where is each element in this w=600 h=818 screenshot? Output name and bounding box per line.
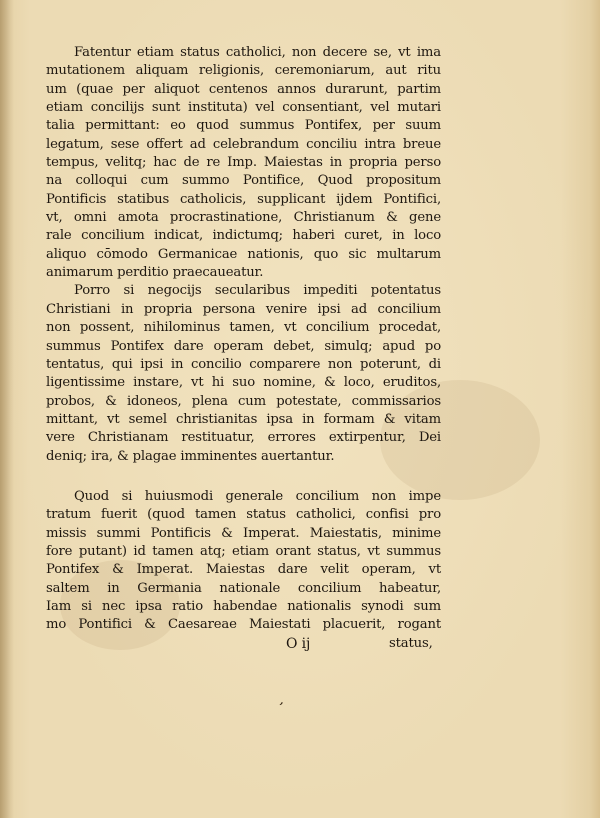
body-text (46, 44, 441, 655)
text-line: Porro si negocijs secularibus impediti potentatus (74, 283, 441, 299)
text-line: mittant, vt semel christianitas ipsa in formam & vitam (46, 411, 441, 427)
catchword: status, (389, 635, 433, 651)
text-line: tratum fuerit (quod tamen status catholici, confisi pro (46, 507, 441, 523)
text-line: deniq; ira, & plagae imminentes auertantur. (46, 448, 335, 464)
gutter-shadow (0, 0, 14, 818)
text-line: summus Pontifex dare operam debet, simulq; apud po (46, 338, 441, 354)
text-line: Iam si nec ipsa ratio habendae nationalis synodi sum (46, 598, 441, 614)
text-line: saltem in Germania nationale concilium habeatur, (46, 580, 441, 596)
text-line: probos, & idoneos, plena cum potestate, commissarios (46, 393, 441, 409)
paragraph-2 (46, 282, 441, 465)
text-line: mutationem aliquam religionis, ceremoniarum, aut ritu (46, 63, 441, 79)
text-line: animarum perditio praecaueatur. (46, 265, 264, 281)
text-line: um (quae per aliquot centenos annos durarunt, partim (46, 81, 441, 97)
paragraph-gap (46, 466, 441, 488)
text-line: tentatus, qui ipsi in concilio comparere non poterunt, di (46, 356, 441, 372)
footer-line (46, 635, 441, 655)
signature-mark: O ij (286, 635, 311, 652)
text-line: vere Christianam restituatur, errores extirpentur, Dei (46, 430, 441, 446)
text-line: tempus, velitq; hac de re Imp. Maiestas in propria perso (46, 155, 441, 171)
text-line: non possent, nihilominus tamen, vt concilium procedat, (46, 320, 441, 336)
paragraph-1 (46, 44, 441, 282)
text-line: legatum, sese offert ad celebrandum conciliu intra breue (46, 136, 441, 152)
paragraph-3 (46, 488, 441, 635)
text-line: Pontifex & Imperat. Maiestas dare velit operam, vt (46, 562, 441, 578)
text-line: missis summi Pontificis & Imperat. Maiestatis, minime (46, 525, 441, 541)
text-line: mo Pontifici & Caesareae Maiestati placuerit, rogant (46, 617, 441, 633)
text-line: rale concilium indicat, indictumq; haberi curet, in loco (46, 228, 441, 244)
stray-ink-mark: ʼ (274, 699, 285, 717)
text-line: Christiani in propria persona venire ipsi ad concilium (46, 301, 441, 317)
text-line: fore putant) id tamen atq; etiam orant status, vt summus (46, 543, 441, 559)
text-line: talia permittant: eo quod summus Pontifex, per suum (46, 118, 441, 134)
text-line: etiam concilijs sunt instituta) vel consentiant, vel mutari (46, 100, 441, 116)
text-line: vt, omni amota procrastinatione, Christianum & gene (46, 210, 441, 226)
text-line: aliquo cōmodo Germanicae nationis, quo sic multarum (46, 246, 441, 262)
text-line: Fatentur etiam status catholici, non decere se, vt ima (74, 45, 441, 60)
text-line: na colloqui cum summo Pontifice, Quod propositum (46, 173, 441, 189)
text-line: Pontificis statibus catholicis, supplicant ijdem Pontifici, (46, 191, 441, 207)
text-line: ligentissime instare, vt hi suo nomine, & loco, eruditos, (46, 375, 441, 391)
text-line: Quod si huiusmodi generale concilium non impe (74, 488, 441, 504)
